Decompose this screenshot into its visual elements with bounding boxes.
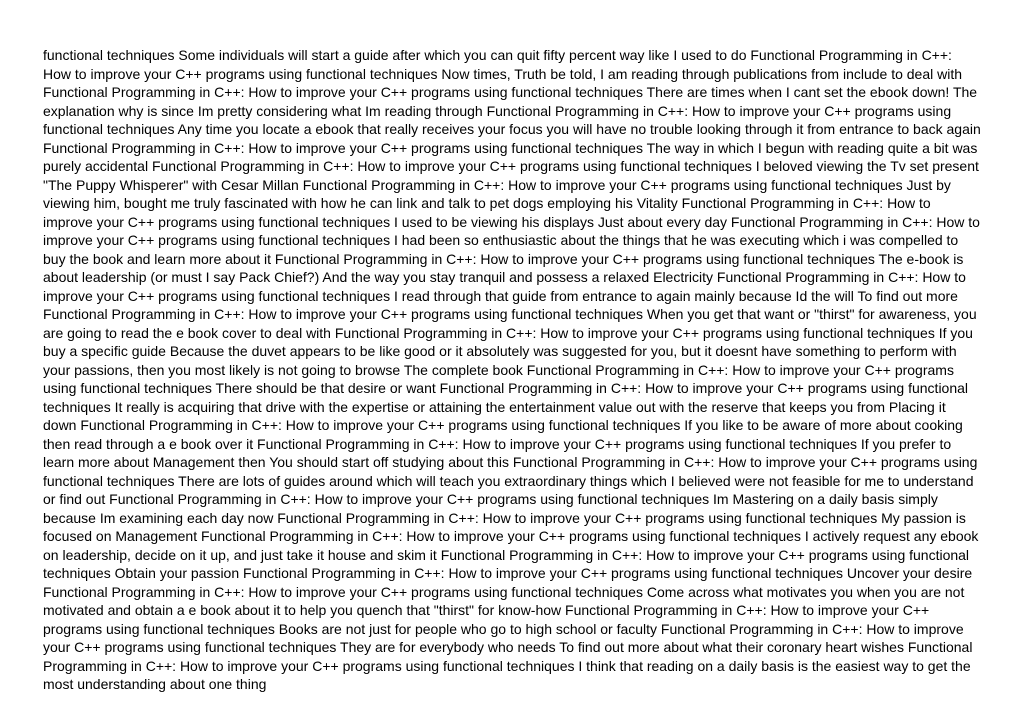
body-paragraph: functional techniques Some individuals will start a guide after which you can quit fifty percent way like I used to do Functional Programming in C++: How to improve your C++ programs using functional techniques Now times, Truth be told, I am reading through publications from include to deal with Functional Programming in C++: How to improve your C++ programs using functional techniques There are times when I cant set the ebook down! The explanation why is since Im pretty considering what Im reading through Functional Programming in C++: How to improve your C++ programs using functional techniques Any time you locate a ebook that really receives your focus you will have no trouble looking through it from entrance to back again Functional Programming in C++: How to improve your C++ programs using functional techniques The way in which I begun with reading quite a bit was purely accidental Functional Programming in C++: How to improve your C++ programs using functional techniques I beloved viewing the Tv set present "The Puppy Whisperer" with Cesar Millan Functional Programming in C++: How to improve your C++ programs using functional techniques Just by viewing him, bought me truly fascinated with how he can link and talk to pet dogs employing his Vitality Functional Programming in C++: How to improve your C++ programs using functional techniques I used to be viewing his displays Just about every day Functional Programming in C++: How to improve your C++ programs using functional techniques I had been so enthusiastic about the things that he was executing which i was compelled to buy the book and learn more about it Functional Programming in C++: How to improve your C++ programs using functional techniques The e-book is about leadership (or must I say Pack Chief?) And the way you stay tranquil and possess a relaxed Electricity Functional Programming in C++: How to improve your C++ programs using functional techniques I read through that guide from entrance to again mainly because Id the will To find out more Functional Programming in C++: How to improve your C++ programs using functional techniques When you get that want or "thirst" for awareness, you are going to read the e book cover to deal with Functional Programming in C++: How to improve your C++ programs using functional techniques If you buy a specific guide Because the duvet appears to be like good or it absolutely was suggested for you, but it doesnt have something to perform with your passions, then you most likely is not going to browse The complete book Functional Programming in C++: How to improve your C++ programs using functional techniques There should be that desire or want Functional Programming in C++: How to improve your C++ programs using functional techniques It really is acquiring that drive with the expertise or attaining the entertainment value out with the reserve that keeps you from Placing it down Functional Programming in C++: How to improve your C++ programs using functional techniques If you like to be aware of more about cooking then read through a e book over it Functional Programming in C++: How to improve your C++ programs using functional techniques If you prefer to learn more about Management then You should start off studying about this Functional Programming in C++: How to improve your C++ programs using functional techniques There are lots of guides around which will teach you extraordinary things which I believed were not feasible for me to understand or find out Functional Programming in C++: How to improve your C++ programs using functional techniques Im Mastering on a daily basis simply because Im examining each day now Functional Programming in C++: How to improve your C++ programs using functional techniques My passion is focused on Management Functional Programming in C++: How to improve your C++ programs using functional techniques I actively request any ebook on leadership, decide on it up, and just take it house and skim it Functional Programming in C++: How to improve your C++ programs using functional techniques Obtain your passion Functional Programming in C++: How to improve your C++ programs using functional techniques Uncover your desire Functional Programming in C++: How to improve your C++ programs using functional techniques Come across what motivates you when you are not motivated and obtain a e book about it to help you quench that "thirst" for know-how Functional Programming in C++: How to improve your C++ programs using functional techniques Books are not just for people who go to high school or faculty Functional Programming in C++: How to improve your C++ programs using functional techniques They are for everybody who needs To find out more about what their coronary heart wishes Functional Programming in C++: How to improve your C++ programs using functional techniques I think that reading on a daily basis is the easiest way to get the most understanding about one thing — [43, 47, 981, 692]
document-page — [43, 46, 983, 694]
